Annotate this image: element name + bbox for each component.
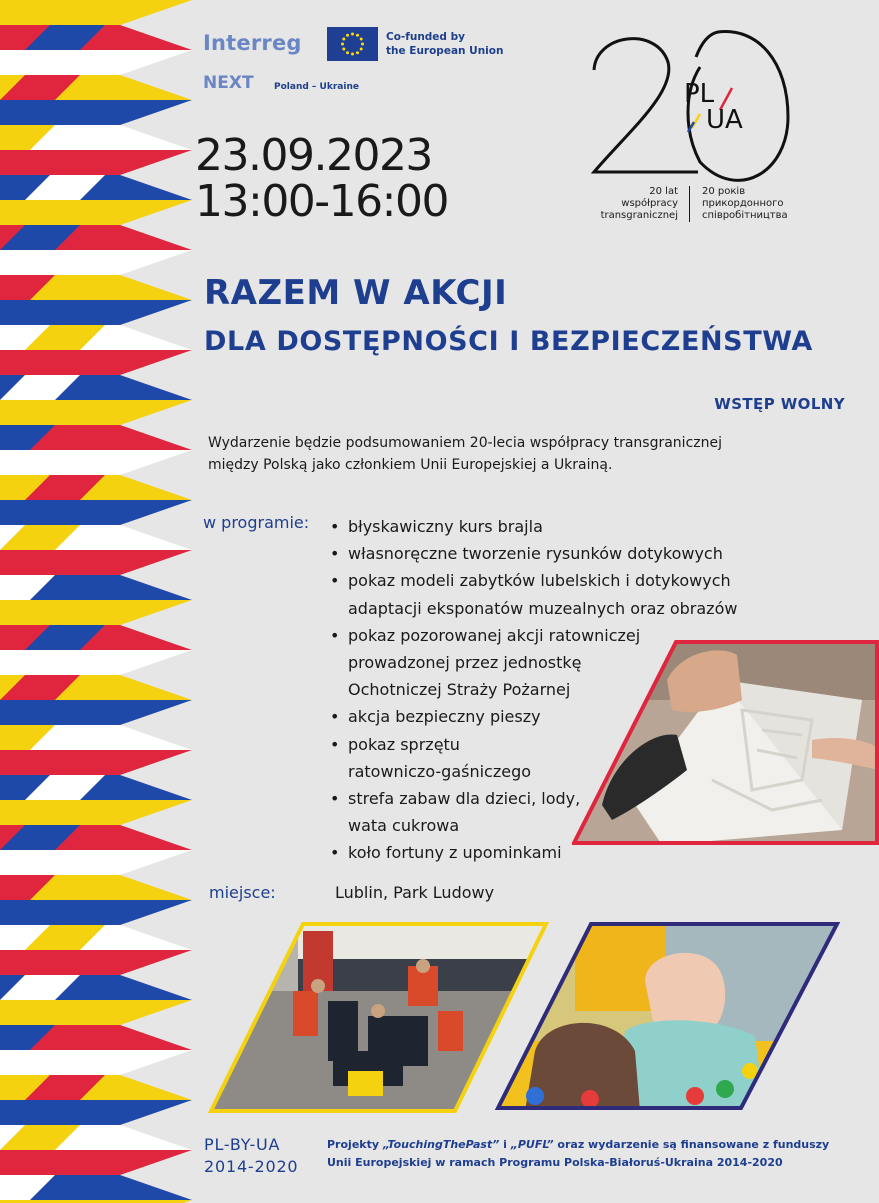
eu-stars-icon xyxy=(327,27,378,61)
funding-text: oraz wydarzenie są finansowane z funduszy xyxy=(553,1138,830,1151)
program-item-text: Ochotniczej Straży Pożarnej xyxy=(348,680,571,700)
funding-line-1 xyxy=(327,1136,867,1154)
ua-caption-2: прикордонного xyxy=(702,198,784,209)
pl-caption-3: transgranicznej xyxy=(600,210,678,221)
program-item-text: • pokaz modeli zabytków lubelskich i dotykowych xyxy=(348,571,731,591)
program-item-text: ratowniczo-gaśniczego xyxy=(348,761,532,781)
pl-ua-slash-yellow xyxy=(692,114,700,128)
funding-line-2: Unii Europejskiej w ramach Programu Polska-Białoruś-Ukraina 2014-2020 xyxy=(327,1156,783,1169)
ua-caption-3: співробітництва xyxy=(702,210,788,221)
kids-photo xyxy=(495,921,841,1111)
intro-line-1: Wydarzenie będzie podsumowaniem 20-lecia współpracy transgranicznej xyxy=(208,435,722,451)
anniversary-20-logo xyxy=(588,22,798,182)
eu-cofunded-text xyxy=(386,30,516,58)
program-item-text: • pokaz sprzętu xyxy=(348,734,460,754)
project-name: „TouchingThePast” xyxy=(382,1138,500,1151)
eu-line-2: the European Union xyxy=(386,45,504,57)
pl-caption-1: 20 lat xyxy=(649,186,678,197)
funding-text: i xyxy=(499,1138,511,1151)
program-item-text: adaptacji eksponatów muzealnych oraz obrazów xyxy=(348,598,738,618)
pl-by-ua-title: PL-BY-UA xyxy=(204,1135,281,1154)
pl-by-ua-logo xyxy=(204,1134,298,1178)
pl-caption-2: współpracy xyxy=(621,198,678,209)
event-time: 13:00-16:00 xyxy=(195,176,448,227)
event-date: 23.09.2023 xyxy=(195,130,432,181)
poland-ukraine-label: Poland – Ukraine xyxy=(274,82,359,92)
title-line-2: DLA DOSTĘPNOŚCI I BEZPIECZEŃSTWA xyxy=(204,326,813,357)
anniversary-pl-caption xyxy=(560,186,678,222)
eu-line-1: Co-funded by xyxy=(386,31,465,43)
free-entry-label: WSTĘP WOLNY xyxy=(714,395,845,413)
program-item-text: prowadzonej przez jednostkę xyxy=(348,653,582,673)
program-item-text: • koło fortuny z upominkami xyxy=(348,843,562,863)
program-item-text: • akcja bezpieczny pieszy xyxy=(348,707,541,727)
place-value: Lublin, Park Ludowy xyxy=(335,883,495,902)
program-item xyxy=(330,540,737,567)
intro-text xyxy=(208,432,788,476)
program-item xyxy=(330,513,737,540)
funding-note xyxy=(327,1136,867,1172)
next-logo: NEXT xyxy=(203,73,254,93)
eu-flag-icon xyxy=(327,27,378,61)
project-name: „PUFL” xyxy=(510,1138,554,1151)
program-item-text: • własnoręczne tworzenie rysunków dotykowych xyxy=(348,544,723,564)
anniversary-divider xyxy=(689,186,690,222)
ua-label: UA xyxy=(706,105,743,135)
decorative-stripe xyxy=(0,0,200,1203)
interreg-logo: Interreg xyxy=(203,31,302,55)
program-item-text: • strefa zabaw dla dzieci, lody, xyxy=(348,789,581,809)
program-item-text: • błyskawiczny kurs brajla xyxy=(348,517,543,536)
place-label: miejsce: xyxy=(209,883,276,902)
program-item-text: • pokaz pozorowanej akcji ratowniczej xyxy=(348,625,641,645)
title-line-1: RAZEM W AKCJI xyxy=(204,273,508,313)
funding-text: Projekty xyxy=(327,1138,383,1151)
intro-line-2: między Polską jako członkiem Unii Europejskiej a Ukrainą. xyxy=(208,457,613,473)
pl-label: PL xyxy=(684,79,715,109)
ua-caption-1: 20 років xyxy=(702,186,746,197)
program-item xyxy=(330,567,737,621)
anniversary-ua-caption xyxy=(702,186,822,222)
pl-by-ua-years: 2014-2020 xyxy=(204,1157,299,1176)
program-item-text: wata cukrowa xyxy=(348,816,460,836)
braille-photo xyxy=(572,640,879,845)
program-label: w programie: xyxy=(203,513,310,532)
